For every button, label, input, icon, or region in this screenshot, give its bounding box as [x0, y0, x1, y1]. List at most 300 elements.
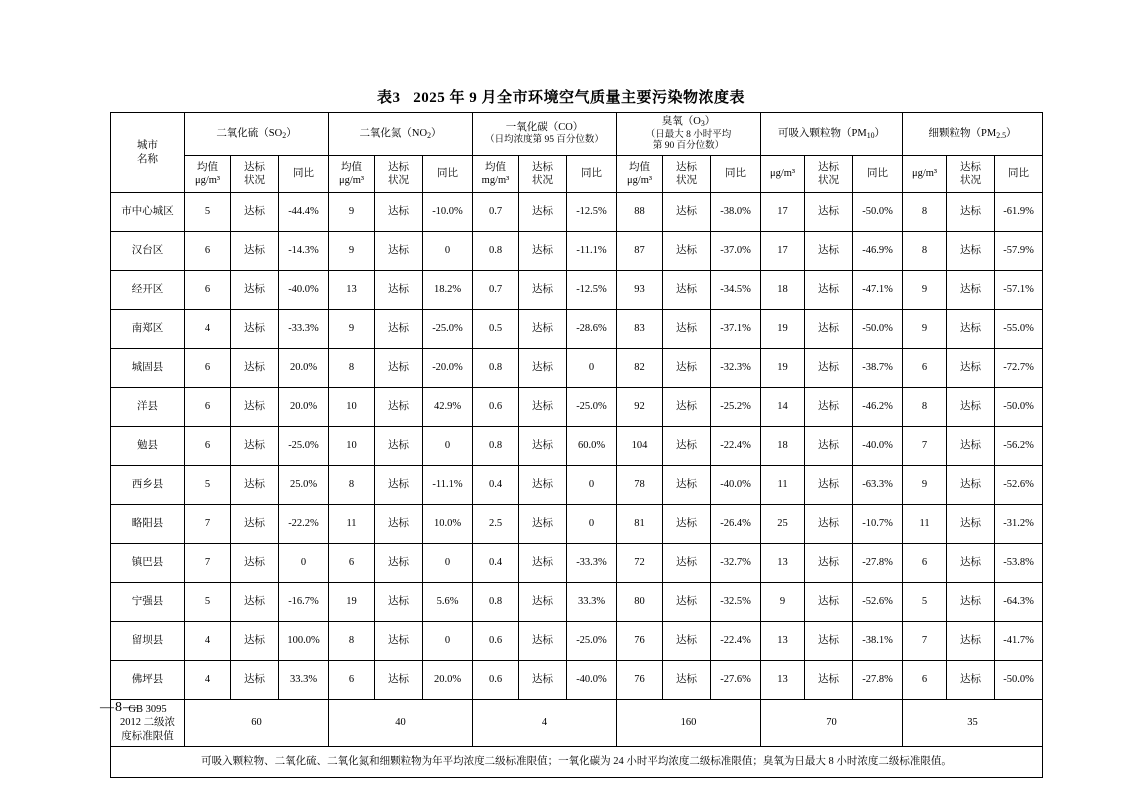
- data-cell: 达标: [231, 505, 279, 544]
- data-cell: 达标: [805, 193, 853, 232]
- data-cell: 达标: [805, 466, 853, 505]
- data-cell: 8: [329, 349, 375, 388]
- data-cell: 9: [761, 583, 805, 622]
- data-cell: 0.4: [473, 466, 519, 505]
- data-cell: 25.0%: [279, 466, 329, 505]
- subheader-co-yoy: 同比: [567, 156, 617, 193]
- data-cell: 8: [329, 466, 375, 505]
- data-cell: -12.5%: [567, 193, 617, 232]
- data-cell: 达标: [805, 349, 853, 388]
- table-row: [111, 349, 1043, 388]
- data-cell: -61.9%: [995, 193, 1043, 232]
- data-cell: 达标: [231, 310, 279, 349]
- data-cell: 达标: [663, 271, 711, 310]
- data-cell: 达标: [947, 583, 995, 622]
- data-cell: 6: [329, 661, 375, 700]
- data-cell: 达标: [375, 466, 423, 505]
- data-cell: 达标: [375, 271, 423, 310]
- data-cell: 0.7: [473, 193, 519, 232]
- data-cell: 达标: [231, 193, 279, 232]
- data-cell: 6: [903, 544, 947, 583]
- data-cell: -53.8%: [995, 544, 1043, 583]
- data-cell: 6: [903, 349, 947, 388]
- subheader-co-mean: 均值 mg/m³: [473, 156, 519, 193]
- limit-co: 4: [473, 700, 617, 747]
- data-cell: 7: [185, 505, 231, 544]
- subheader-o3-mean: 均值 μg/m³: [617, 156, 663, 193]
- data-cell: 达标: [947, 427, 995, 466]
- data-cell: 达标: [805, 310, 853, 349]
- data-cell: -37.1%: [711, 310, 761, 349]
- footnote-row: [111, 747, 1043, 778]
- subheader-no2-yoy: 同比: [423, 156, 473, 193]
- data-cell: -33.3%: [279, 310, 329, 349]
- city-name-cell: 城固县: [111, 349, 185, 388]
- subheader-o3-yoy: 同比: [711, 156, 761, 193]
- data-cell: 达标: [519, 232, 567, 271]
- data-cell: -57.9%: [995, 232, 1043, 271]
- data-cell: 达标: [519, 388, 567, 427]
- data-cell: 9: [329, 232, 375, 271]
- data-cell: 达标: [519, 349, 567, 388]
- header-group-pm25: 细颗粒物$(PM_{2.5})$: [903, 113, 1043, 156]
- data-cell: 4: [185, 661, 231, 700]
- data-cell: 6: [185, 427, 231, 466]
- city-name-cell: 南郑区: [111, 310, 185, 349]
- data-cell: 达标: [375, 583, 423, 622]
- data-cell: 达标: [375, 349, 423, 388]
- data-cell: 达标: [663, 232, 711, 271]
- data-cell: 83: [617, 310, 663, 349]
- data-cell: 达标: [519, 271, 567, 310]
- data-cell: 5: [903, 583, 947, 622]
- data-cell: 33.3%: [279, 661, 329, 700]
- table-row: [111, 583, 1043, 622]
- data-cell: 达标: [947, 193, 995, 232]
- data-cell: 80: [617, 583, 663, 622]
- data-cell: 达标: [947, 271, 995, 310]
- header-group-co: 一氧化碳（CO） （日均浓度第 95 百分位数）: [473, 113, 617, 156]
- data-cell: 0: [423, 427, 473, 466]
- data-cell: 17: [761, 193, 805, 232]
- table-row: [111, 271, 1043, 310]
- data-cell: -50.0%: [853, 310, 903, 349]
- data-cell: -22.4%: [711, 622, 761, 661]
- data-cell: 10.0%: [423, 505, 473, 544]
- header-group-row: [111, 113, 1043, 156]
- header-group-o3: 臭氧$(O_3)$ （日最大 8 小时平均 第 90 百分位数）: [617, 113, 761, 156]
- data-cell: 33.3%: [567, 583, 617, 622]
- data-cell: 达标: [375, 544, 423, 583]
- data-cell: 0.6: [473, 661, 519, 700]
- data-cell: 14: [761, 388, 805, 427]
- data-cell: -38.0%: [711, 193, 761, 232]
- data-cell: -25.2%: [711, 388, 761, 427]
- data-cell: -22.2%: [279, 505, 329, 544]
- data-cell: 6: [185, 232, 231, 271]
- data-cell: 20.0%: [279, 349, 329, 388]
- data-cell: 72: [617, 544, 663, 583]
- data-cell: 11: [329, 505, 375, 544]
- subheader-no2-mean: 均值 μg/m³: [329, 156, 375, 193]
- data-cell: -57.1%: [995, 271, 1043, 310]
- data-cell: -40.0%: [711, 466, 761, 505]
- data-cell: 20.0%: [423, 661, 473, 700]
- data-cell: 达标: [947, 544, 995, 583]
- data-cell: -34.5%: [711, 271, 761, 310]
- data-cell: 13: [761, 544, 805, 583]
- data-cell: 9: [903, 310, 947, 349]
- data-cell: 达标: [519, 505, 567, 544]
- data-cell: 达标: [663, 193, 711, 232]
- header-sub-row: [111, 156, 1043, 193]
- data-cell: -33.3%: [567, 544, 617, 583]
- data-cell: -44.4%: [279, 193, 329, 232]
- data-cell: 13: [761, 661, 805, 700]
- data-cell: 0: [279, 544, 329, 583]
- data-cell: -25.0%: [567, 388, 617, 427]
- data-cell: -55.0%: [995, 310, 1043, 349]
- data-cell: 92: [617, 388, 663, 427]
- data-cell: 达标: [805, 505, 853, 544]
- data-cell: 达标: [519, 622, 567, 661]
- data-cell: 8: [903, 232, 947, 271]
- limit-pm10: 70: [761, 700, 903, 747]
- data-cell: 达标: [375, 427, 423, 466]
- data-cell: 达标: [375, 310, 423, 349]
- data-cell: 6: [329, 544, 375, 583]
- subheader-co-status: 达标 状况: [519, 156, 567, 193]
- page-number: —8—: [100, 700, 138, 715]
- data-cell: 4: [185, 622, 231, 661]
- data-cell: 达标: [231, 544, 279, 583]
- data-cell: 6: [185, 388, 231, 427]
- data-cell: -10.0%: [423, 193, 473, 232]
- data-cell: 17: [761, 232, 805, 271]
- data-cell: 达标: [231, 427, 279, 466]
- data-cell: -11.1%: [423, 466, 473, 505]
- data-cell: -38.7%: [853, 349, 903, 388]
- data-cell: 0: [567, 349, 617, 388]
- data-cell: -22.4%: [711, 427, 761, 466]
- data-cell: -40.0%: [279, 271, 329, 310]
- data-cell: 93: [617, 271, 663, 310]
- data-cell: 达标: [947, 505, 995, 544]
- data-cell: 6: [185, 271, 231, 310]
- data-cell: -28.6%: [567, 310, 617, 349]
- data-cell: 9: [329, 310, 375, 349]
- footnote-text: 可吸入颗粒物、二氧化硫、二氧化氮和细颗粒物为年平均浓度二级标准限值；一氧化碳为 24 小时平均浓度二级标准限值；臭氧为日最大 8 小时浓度二级标准限值。: [111, 747, 1043, 778]
- data-cell: -47.1%: [853, 271, 903, 310]
- data-cell: 8: [329, 622, 375, 661]
- data-cell: -41.7%: [995, 622, 1043, 661]
- data-cell: 60.0%: [567, 427, 617, 466]
- data-cell: 达标: [231, 232, 279, 271]
- data-cell: 达标: [805, 622, 853, 661]
- table-row: [111, 661, 1043, 700]
- subheader-so2-mean: 均值 μg/m³: [185, 156, 231, 193]
- page-title: 表3 2025 年 9 月全市环境空气质量主要污染物浓度表: [376, 90, 745, 106]
- data-cell: 达标: [805, 661, 853, 700]
- limit-o3: 160: [617, 700, 761, 747]
- data-cell: 10: [329, 427, 375, 466]
- data-cell: 2.5: [473, 505, 519, 544]
- subheader-pm25-status: 达标 状况: [947, 156, 995, 193]
- subheader-no2-status: 达标 状况: [375, 156, 423, 193]
- data-cell: -27.6%: [711, 661, 761, 700]
- data-cell: 达标: [663, 310, 711, 349]
- data-cell: 达标: [375, 232, 423, 271]
- city-name-cell: 镇巴县: [111, 544, 185, 583]
- city-name-cell: 市中心城区: [111, 193, 185, 232]
- data-cell: 76: [617, 661, 663, 700]
- data-cell: 达标: [805, 583, 853, 622]
- data-cell: 42.9%: [423, 388, 473, 427]
- data-cell: 达标: [663, 544, 711, 583]
- city-name-cell: 洋县: [111, 388, 185, 427]
- data-cell: 达标: [663, 505, 711, 544]
- data-cell: 达标: [805, 388, 853, 427]
- city-name-cell: 佛坪县: [111, 661, 185, 700]
- data-cell: 7: [903, 622, 947, 661]
- data-cell: -40.0%: [853, 427, 903, 466]
- data-cell: 19: [761, 310, 805, 349]
- data-cell: 达标: [375, 193, 423, 232]
- data-cell: 达标: [375, 622, 423, 661]
- data-cell: -16.7%: [279, 583, 329, 622]
- subheader-pm25-mean: μg/m³: [903, 156, 947, 193]
- data-cell: -11.1%: [567, 232, 617, 271]
- subheader-pm10-mean: μg/m³: [761, 156, 805, 193]
- data-cell: 达标: [519, 193, 567, 232]
- data-cell: 81: [617, 505, 663, 544]
- limit-label: GB 3095 2012 二级浓 度标准限值: [111, 700, 185, 747]
- data-cell: 达标: [231, 583, 279, 622]
- table-row: [111, 466, 1043, 505]
- data-cell: -72.7%: [995, 349, 1043, 388]
- data-cell: 0.7: [473, 271, 519, 310]
- data-cell: 0: [423, 544, 473, 583]
- data-cell: 9: [903, 466, 947, 505]
- data-cell: -32.7%: [711, 544, 761, 583]
- city-name-cell: 经开区: [111, 271, 185, 310]
- table-row: [111, 544, 1043, 583]
- data-cell: 5: [185, 583, 231, 622]
- header-group-pm10: 可吸入颗粒物$(PM_{10})$: [761, 113, 903, 156]
- data-cell: 0.6: [473, 388, 519, 427]
- data-cell: 达标: [519, 661, 567, 700]
- data-cell: 达标: [375, 388, 423, 427]
- table-header: [111, 113, 1043, 193]
- data-cell: -32.3%: [711, 349, 761, 388]
- data-cell: -40.0%: [567, 661, 617, 700]
- pollutant-table-container: [110, 112, 1034, 778]
- data-cell: 达标: [231, 661, 279, 700]
- data-cell: 达标: [231, 349, 279, 388]
- data-cell: -37.0%: [711, 232, 761, 271]
- data-cell: 0: [567, 466, 617, 505]
- data-cell: 达标: [519, 466, 567, 505]
- subheader-so2-status: 达标 状况: [231, 156, 279, 193]
- data-cell: 19: [329, 583, 375, 622]
- data-cell: 18: [761, 427, 805, 466]
- data-cell: 19: [761, 349, 805, 388]
- data-cell: 9: [329, 193, 375, 232]
- data-cell: 达标: [375, 505, 423, 544]
- data-cell: 76: [617, 622, 663, 661]
- data-cell: 13: [761, 622, 805, 661]
- data-cell: 达标: [805, 271, 853, 310]
- data-cell: 4: [185, 310, 231, 349]
- data-cell: 0.8: [473, 583, 519, 622]
- data-cell: 达标: [947, 349, 995, 388]
- data-cell: 达标: [663, 427, 711, 466]
- table-body: [111, 193, 1043, 700]
- data-cell: -20.0%: [423, 349, 473, 388]
- data-cell: 7: [185, 544, 231, 583]
- data-cell: 18: [761, 271, 805, 310]
- data-cell: 100.0%: [279, 622, 329, 661]
- data-cell: 9: [903, 271, 947, 310]
- data-cell: 11: [761, 466, 805, 505]
- data-cell: -56.2%: [995, 427, 1043, 466]
- data-cell: 达标: [663, 349, 711, 388]
- data-cell: 达标: [947, 622, 995, 661]
- limit-no2: 40: [329, 700, 473, 747]
- data-cell: -10.7%: [853, 505, 903, 544]
- city-name-cell: 宁强县: [111, 583, 185, 622]
- table-footer: [111, 700, 1043, 778]
- data-cell: 11: [903, 505, 947, 544]
- data-cell: 0: [423, 622, 473, 661]
- table-row: [111, 505, 1043, 544]
- data-cell: 达标: [663, 583, 711, 622]
- data-cell: 0.5: [473, 310, 519, 349]
- data-cell: -50.0%: [853, 193, 903, 232]
- data-cell: 82: [617, 349, 663, 388]
- data-cell: 78: [617, 466, 663, 505]
- data-cell: -52.6%: [995, 466, 1043, 505]
- data-cell: 104: [617, 427, 663, 466]
- data-cell: 达标: [663, 661, 711, 700]
- data-cell: -46.9%: [853, 232, 903, 271]
- data-cell: 5.6%: [423, 583, 473, 622]
- data-cell: 0: [567, 505, 617, 544]
- data-cell: 5: [185, 193, 231, 232]
- data-cell: 达标: [805, 544, 853, 583]
- data-cell: 达标: [947, 232, 995, 271]
- data-cell: 达标: [805, 232, 853, 271]
- data-cell: 0.4: [473, 544, 519, 583]
- data-cell: 5: [185, 466, 231, 505]
- table-row: [111, 622, 1043, 661]
- data-cell: -31.2%: [995, 505, 1043, 544]
- subheader-so2-yoy: 同比: [279, 156, 329, 193]
- data-cell: -27.8%: [853, 544, 903, 583]
- data-cell: -50.0%: [995, 661, 1043, 700]
- data-cell: -46.2%: [853, 388, 903, 427]
- data-cell: -50.0%: [995, 388, 1043, 427]
- data-cell: 0.8: [473, 427, 519, 466]
- data-cell: 达标: [947, 388, 995, 427]
- header-group-so2: 二氧化硫$(SO_2)$: [185, 113, 329, 156]
- data-cell: -25.0%: [567, 622, 617, 661]
- data-cell: 0.8: [473, 232, 519, 271]
- table-row: [111, 388, 1043, 427]
- data-cell: 达标: [519, 427, 567, 466]
- data-cell: 25: [761, 505, 805, 544]
- data-cell: 达标: [663, 388, 711, 427]
- data-cell: -52.6%: [853, 583, 903, 622]
- data-cell: 0: [423, 232, 473, 271]
- data-cell: 87: [617, 232, 663, 271]
- data-cell: 20.0%: [279, 388, 329, 427]
- subheader-o3-status: 达标 状况: [663, 156, 711, 193]
- data-cell: 达标: [231, 466, 279, 505]
- limit-pm25: 35: [903, 700, 1043, 747]
- pollutant-concentration-table: [110, 112, 1043, 778]
- table-row: [111, 310, 1043, 349]
- data-cell: -27.8%: [853, 661, 903, 700]
- data-cell: 达标: [375, 661, 423, 700]
- data-cell: -63.3%: [853, 466, 903, 505]
- table-row: [111, 193, 1043, 232]
- data-cell: -38.1%: [853, 622, 903, 661]
- data-cell: 达标: [231, 622, 279, 661]
- data-cell: -32.5%: [711, 583, 761, 622]
- data-cell: 0.8: [473, 349, 519, 388]
- city-name-cell: 略阳县: [111, 505, 185, 544]
- standard-limit-row: [111, 700, 1043, 747]
- data-cell: 18.2%: [423, 271, 473, 310]
- data-cell: 7: [903, 427, 947, 466]
- data-cell: -25.0%: [423, 310, 473, 349]
- data-cell: 达标: [231, 271, 279, 310]
- data-cell: -64.3%: [995, 583, 1043, 622]
- data-cell: 6: [185, 349, 231, 388]
- subheader-pm25-yoy: 同比: [995, 156, 1043, 193]
- city-name-cell: 西乡县: [111, 466, 185, 505]
- data-cell: 10: [329, 388, 375, 427]
- data-cell: 达标: [947, 310, 995, 349]
- data-cell: 达标: [519, 583, 567, 622]
- data-cell: -12.5%: [567, 271, 617, 310]
- data-cell: 达标: [519, 310, 567, 349]
- data-cell: -14.3%: [279, 232, 329, 271]
- data-cell: 达标: [519, 544, 567, 583]
- data-cell: 8: [903, 388, 947, 427]
- subheader-pm10-yoy: 同比: [853, 156, 903, 193]
- data-cell: 达标: [947, 661, 995, 700]
- data-cell: 达标: [231, 388, 279, 427]
- table-row: [111, 232, 1043, 271]
- data-cell: 达标: [947, 466, 995, 505]
- city-name-cell: 汉台区: [111, 232, 185, 271]
- data-cell: 88: [617, 193, 663, 232]
- data-cell: 达标: [805, 427, 853, 466]
- header-group-no2: 二氧化氮$(NO_2)$: [329, 113, 473, 156]
- table-row: [111, 427, 1043, 466]
- data-cell: -26.4%: [711, 505, 761, 544]
- data-cell: 达标: [663, 622, 711, 661]
- header-city: 城市 名称: [111, 113, 185, 193]
- data-cell: 达标: [663, 466, 711, 505]
- city-name-cell: 留坝县: [111, 622, 185, 661]
- data-cell: 8: [903, 193, 947, 232]
- data-cell: 0.6: [473, 622, 519, 661]
- subheader-pm10-status: 达标 状况: [805, 156, 853, 193]
- data-cell: 6: [903, 661, 947, 700]
